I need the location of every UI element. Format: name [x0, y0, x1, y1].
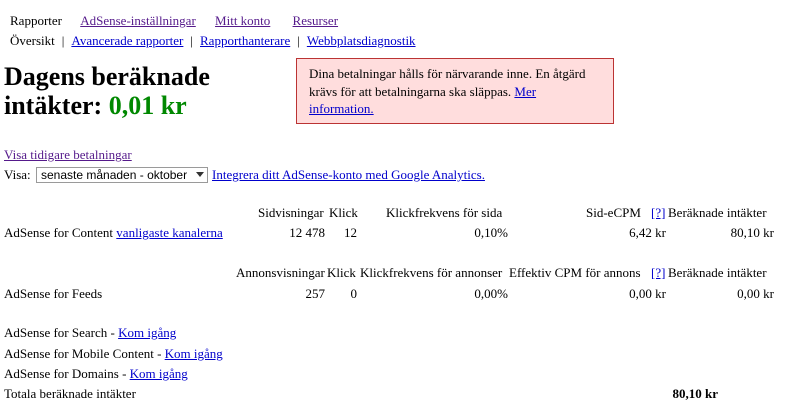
product-name: AdSense for Domains - [4, 366, 127, 381]
product-domains [4, 366, 188, 382]
content-earnings: 80,10 kr [730, 225, 774, 240]
feeds-header-ctr: Klickfrekvens för annonser [360, 265, 503, 280]
title-label: intäkter: [4, 91, 103, 120]
chevron-down-icon [196, 172, 204, 177]
today-earnings-amount: 0,01 kr [108, 91, 187, 120]
content-ecpm: 6,42 kr [629, 225, 666, 240]
subnav-site-diagnostics[interactable]: Webbplatsdiagnostik [306, 33, 416, 48]
nav-tab-resources[interactable]: Resurser [292, 13, 339, 28]
content-clicks: 12 [344, 225, 357, 240]
period-select-value: senaste månaden - oktober [41, 168, 188, 182]
nav-separator: | [190, 33, 193, 48]
nav-tab-rapporter[interactable]: Rapporter [10, 13, 62, 28]
get-started-link[interactable]: Kom igång [129, 366, 188, 381]
content-header-earnings: Beräknade intäkter [668, 205, 767, 220]
feeds-header-earnings: Beräknade intäkter [668, 265, 767, 280]
view-label: Visa: [4, 167, 31, 182]
get-started-link[interactable]: Kom igång [118, 325, 177, 340]
notice-text: Dina betalningar hålls för närvarande inne. En åtgärd krävs för att betalningarna ska släppas. [309, 66, 586, 99]
nav-separator: | [61, 33, 65, 48]
feeds-ecpm-help-link[interactable]: [?] [651, 265, 666, 280]
feeds-header-clicks: Klick [327, 265, 356, 280]
analytics-integration-link[interactable]: Integrera ditt AdSense-konto med Google Analytics. [212, 167, 485, 182]
feeds-row-name: AdSense for Feeds [4, 286, 103, 301]
feeds-views: 257 [305, 286, 325, 301]
nav-separator: | [297, 33, 300, 48]
nav-top [10, 13, 338, 29]
feeds-earnings: 0,00 kr [737, 286, 774, 301]
total-label: Totala beräknade intäkter [4, 386, 136, 401]
feeds-ctr: 0,00% [474, 286, 508, 301]
title-line2 [4, 91, 210, 120]
content-header-views: Sidvisningar [258, 205, 324, 220]
product-name: AdSense for Content [4, 225, 114, 240]
feeds-header-views: Annonsvisningar [236, 265, 325, 280]
content-header-clicks: Klick [329, 205, 358, 220]
content-header-ecpm: Sid-eCPM [586, 205, 641, 220]
content-header-ctr: Klickfrekvens för sida [386, 205, 503, 220]
subnav-report-manager[interactable]: Rapporthanterare [200, 33, 291, 48]
nav-tab-adsense-settings[interactable]: AdSense-inställningar [80, 13, 196, 28]
get-started-link[interactable]: Kom igång [164, 346, 223, 361]
title-line1: Dagens beräknade [4, 62, 210, 91]
page-title [4, 62, 210, 120]
period-select[interactable] [36, 167, 208, 183]
product-search [4, 325, 176, 341]
content-row-name [4, 225, 223, 241]
product-name: AdSense for Search - [4, 325, 115, 340]
subnav-overview[interactable]: Översikt [10, 33, 55, 48]
feeds-ecpm: 0,00 kr [629, 286, 666, 301]
notice-more-info-link[interactable]: Mer information. [309, 83, 537, 116]
content-ecpm-help-link[interactable]: [?] [651, 205, 666, 220]
payment-hold-notice [296, 58, 614, 124]
product-name: AdSense for Mobile Content - [4, 346, 162, 361]
past-payments-link[interactable]: Visa tidigare betalningar [4, 147, 132, 162]
total-earnings: 80,10 kr [672, 386, 718, 401]
content-views: 12 478 [289, 225, 325, 240]
nav-tab-my-account[interactable]: Mitt konto [215, 13, 271, 28]
nav-sub [10, 33, 416, 49]
product-mobile [4, 346, 223, 362]
content-ctr: 0,10% [474, 225, 508, 240]
top-channels-link[interactable]: vanligaste kanalerna [116, 225, 223, 240]
subnav-advanced-reports[interactable]: Avancerade rapporter [71, 33, 184, 48]
feeds-clicks: 0 [350, 286, 357, 301]
feeds-header-ecpm: Effektiv CPM för annons [509, 265, 641, 280]
